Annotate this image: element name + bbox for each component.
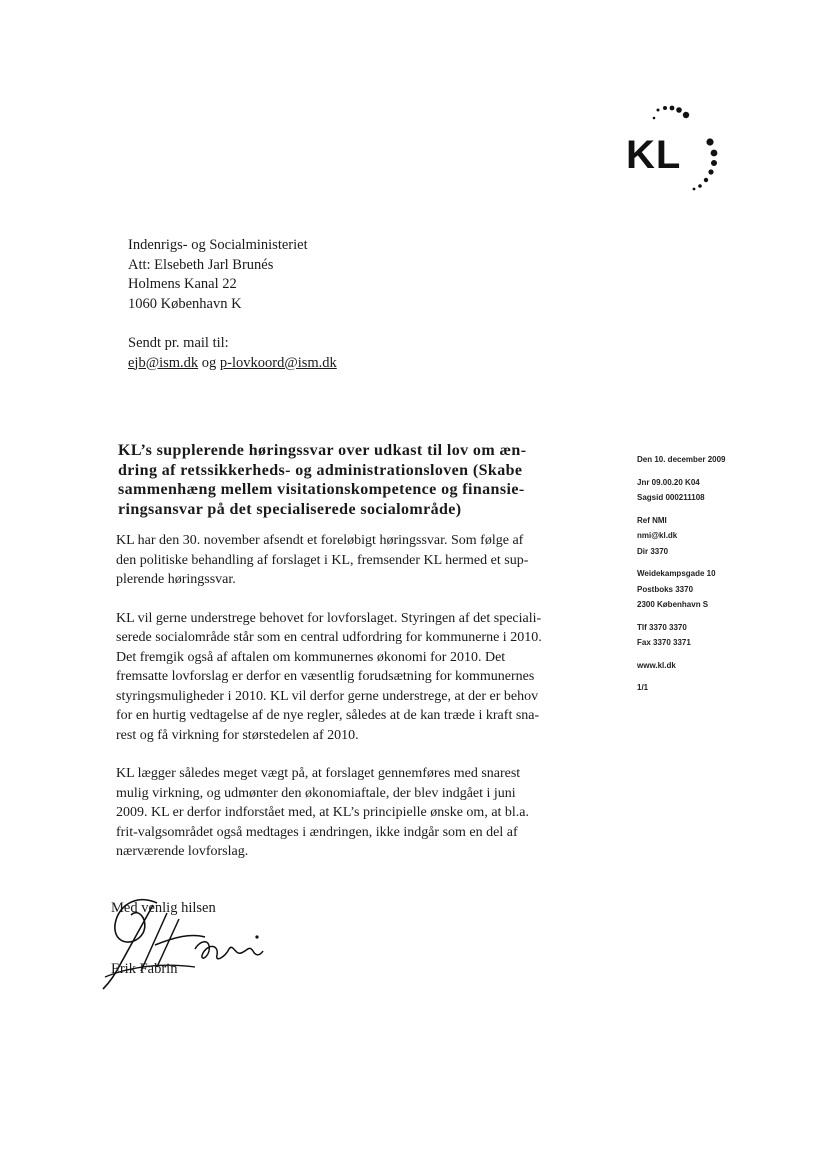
handwritten-signature xyxy=(95,885,275,995)
sidebar-date xyxy=(637,452,787,468)
recipient-line: Att: Elsebeth Jarl Brunés xyxy=(128,256,274,273)
case-id: Sagsid 000211108 xyxy=(637,493,705,502)
sidebar-page-count xyxy=(637,680,787,696)
body-line: 2009. KL er derfor indforstået med, at KL’s principielle ønske om, at bl.a. xyxy=(116,805,530,820)
po-box: Postboks 3370 xyxy=(637,584,694,594)
heading-line: KL’s supplerende høringssvar over udkast til lov om æn- xyxy=(118,442,527,459)
body-line: plerende høringssvar. xyxy=(116,572,236,587)
sidebar-reference-numbers xyxy=(637,475,787,506)
letter-date: Den 10. december 2009 xyxy=(637,455,726,464)
body-line: KL lægger således meget vægt på, at forslaget gennemføres med snarest xyxy=(116,766,521,781)
journal-number: Jnr 09.00.20 K04 xyxy=(637,477,700,487)
recipient-line: Holmens Kanal 22 xyxy=(128,276,237,292)
body-line: fremsatte lovforslag er derfor en væsentlig forudsætning for kommunernes xyxy=(116,669,535,684)
email-link-ejb[interactable]: ejb@ism.dk xyxy=(128,354,199,371)
body-line: Det fremgik også af aftalen om kommunernes økonomi for 2010. Det xyxy=(116,649,506,665)
website-link[interactable]: www.kl.dk xyxy=(637,660,676,670)
letter-body xyxy=(116,531,606,881)
sidebar-phone-fax xyxy=(637,620,787,651)
direct-phone: Dir 3370 xyxy=(637,546,669,556)
heading-line: sammenhæng mellem visitationskompetence og finansie- xyxy=(118,481,525,498)
sent-emails xyxy=(128,354,337,374)
kl-logo-text: KL xyxy=(626,133,682,177)
letter-heading xyxy=(118,441,608,519)
body-line: KL vil gerne understrege behovet for lovforslaget. Styringen af det speciali- xyxy=(116,610,542,626)
street-address: Weidekampsgade 10 xyxy=(637,569,716,578)
body-line: serede socialområde står som en central udfordring for kommunerne i 2010. xyxy=(116,630,542,645)
email-link-lovkoord[interactable]: p-lovkoord@ism.dk xyxy=(219,354,337,371)
heading-line: ringsansvar på det specialiserede socialområde) xyxy=(118,500,462,518)
reference-initials: Ref NMI xyxy=(637,515,667,525)
paragraph xyxy=(116,531,606,590)
postal-city: 2300 København S xyxy=(637,600,709,609)
email-conjunction: og xyxy=(201,354,217,371)
body-line: den politiske behandling af forslaget i KL, fremsender KL hermed et sup- xyxy=(116,552,529,568)
body-line: nærværende lovforslag. xyxy=(116,844,249,859)
sender-info-sidebar xyxy=(637,452,787,703)
body-line: rest og få virkning for størstedelen af 2010. xyxy=(116,727,359,743)
page-number: 1/1 xyxy=(637,683,649,692)
recipient-line: Indenrigs- og Socialministeriet xyxy=(128,237,308,253)
body-line: KL har den 30. november afsendt et foreløbigt høringssvar. Som følge af xyxy=(116,533,524,548)
body-line: frit-valgsområdet også medtages i ændringen, ikke indgår som en del af xyxy=(116,824,518,840)
sidebar-website xyxy=(637,658,787,674)
paragraph xyxy=(116,609,606,746)
closing-greeting: Med venlig hilsen xyxy=(111,900,216,916)
sidebar-contact-person xyxy=(637,513,787,560)
sent-label: Sendt pr. mail til: xyxy=(128,335,229,351)
signer-name: Erik Fabrin xyxy=(111,961,178,977)
contact-email[interactable]: nmi@kl.dk xyxy=(637,531,678,540)
recipient-line: 1060 København K xyxy=(128,295,242,312)
fax-number: Fax 3370 3371 xyxy=(637,638,691,647)
body-line: for en hurtig vedtagelse af de nye regler, således at de kan træde i kraft sna- xyxy=(116,708,540,723)
phone-number: Tlf 3370 3370 xyxy=(637,622,687,632)
recipient-address xyxy=(128,236,308,314)
body-line: mulig virkning, og udmønter den økonomiaftale, der blev indgået i juni xyxy=(116,785,516,801)
kl-logo xyxy=(618,105,728,200)
body-line: styringsmuligheder i 2010. KL vil derfor gerne understrege, at der er behov xyxy=(116,688,539,704)
sidebar-postal-address xyxy=(637,566,787,613)
heading-line: dring af retssikkerheds- og administrationsloven (Skabe xyxy=(118,461,523,479)
paragraph xyxy=(116,764,606,862)
sent-by-mail xyxy=(128,334,337,373)
